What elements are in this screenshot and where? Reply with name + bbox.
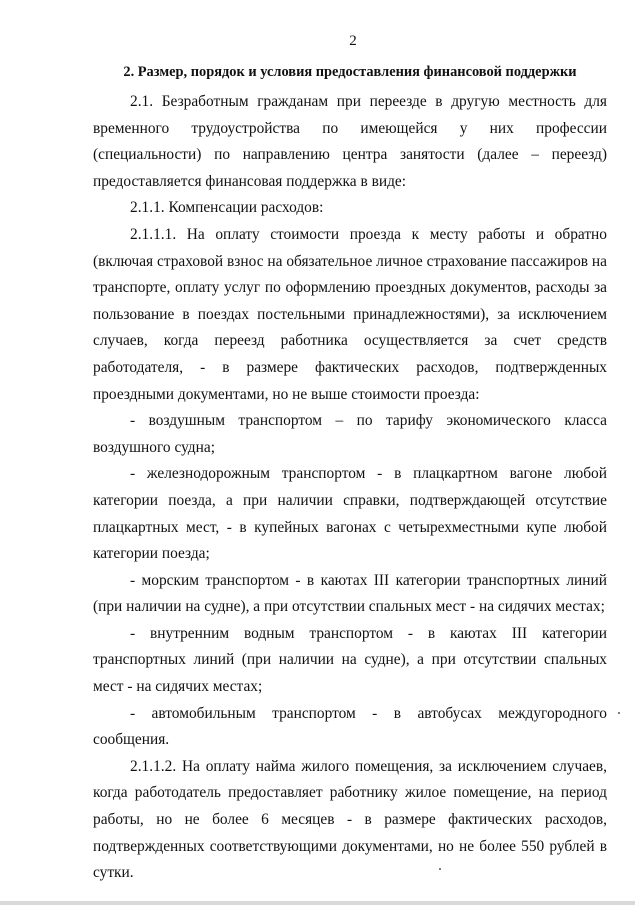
paragraph-2-1: 2.1. Безработным гражданам при переезде в другую местность для временного трудоустройства по имеющейся у них профессии (специальности) по направлению центра занятости (далее – переезд) предоставляется финансовая поддержка в виде: <box>93 93 607 190</box>
scan-speck <box>618 712 620 714</box>
scan-edge <box>0 901 635 905</box>
list-item-air-transport: - воздушным транспортом – по тарифу экономического класса воздушного судна; <box>93 412 607 456</box>
list-item-rail-transport: - железнодорожным транспортом - в плацкартном вагоне любой категории поезда, а при наличии справки, подтверждающей отсутствие плацкартных мест, - в купейных вагонах с четырехместными купе любой категории поезда; <box>93 465 607 563</box>
section-heading: 2. Размер, порядок и условия предоставления финансовой поддержки <box>123 64 577 80</box>
paragraph-2-1-1: 2.1.1. Компенсации расходов: <box>130 199 324 217</box>
page-number: 2 <box>349 33 357 49</box>
scan-speck <box>439 868 441 870</box>
paragraph-2-1-1-1: 2.1.1.1. На оплату стоимости проезда к месту работы и обратно (включая страховой взнос на обязательное личное страхование пассажиров на транспорте, оплату услуг по оформлению проездных документов, расходы за пользование в поездах постельными принадлежностями), за исключением случаев, когда переезд работника осуществляется за счет средств работодателя, - в размере фактических расходов, подтвержденных проездными документами, но не выше стоимости проезда: <box>93 225 607 403</box>
paragraph-2-1-1-2: 2.1.1.2. На оплату найма жилого помещения, за исключением случаев, когда работодатель предоставляет работнику жилое помещение, на период работы, но не более 6 месяцев - в размере фактических расходов, подтвержденных соответствующими документами, но не более 550 рублей в сутки. <box>93 757 607 882</box>
list-item-road-transport: - автомобильным транспортом - в автобусах междугородного сообщения. <box>93 704 607 749</box>
list-item-sea-transport: - морским транспортом - в каютах III категории транспортных линий (при наличии на судне), а при отсутствии спальных мест - на сидячих местах; <box>93 571 607 616</box>
list-item-inland-water-transport: - внутренним водным транспортом - в каютах III категории транспортных линий (при наличии на судне), а при отсутствии спальных мест - на сидячих местах; <box>93 624 607 696</box>
